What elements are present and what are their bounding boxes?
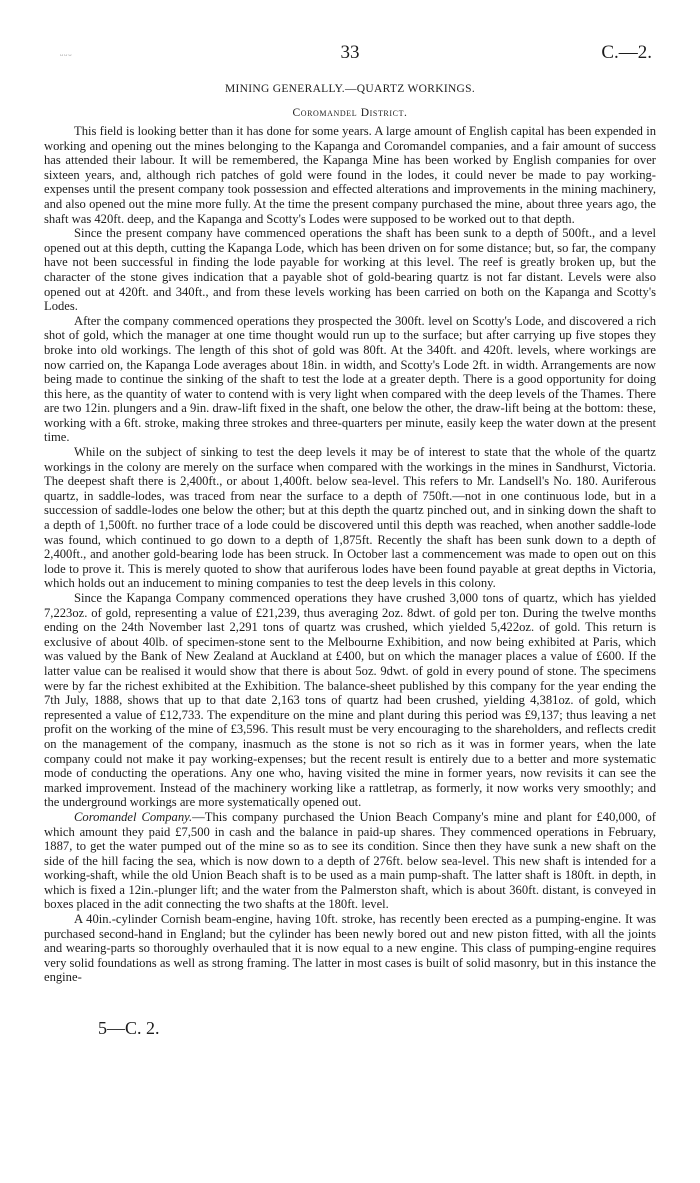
- paragraph-text: Since the present company have commenced operations the shaft has been sunk to a depth of 500ft., and a level opened out at this depth, cutting the Kapanga Lode, which has been driven on for some distance; but, so far, the company have not been successful in finding the lode payable for working at this level. The reef is greatly broken up, but the character of the stone gives indication that a payable shot of gold-bearing quartz is not far distant. Levels were also opened out at 420ft. and 340ft., and from these levels working has been carried on both on the Kapanga and Scotty's Lodes.: [44, 226, 656, 314]
- paragraph-lead: Coromandel Company.: [74, 809, 193, 824]
- paragraph: [44, 445, 656, 591]
- page-number: 33: [340, 42, 360, 63]
- body-text: [44, 124, 656, 985]
- paragraph: [44, 226, 656, 314]
- section-heading: MINING GENERALLY.—QUARTZ WORKINGS.: [224, 83, 476, 95]
- paragraph: [44, 124, 656, 226]
- paragraph: [44, 314, 656, 445]
- paragraph: [44, 912, 656, 985]
- paragraph: [44, 810, 656, 912]
- paragraph-text: While on the subject of sinking to test the deep levels it may be of interest to state that the whole of the quartz workings in the colony are merely on the surface when compared with the workings in the mines in Sandhurst, Victoria. The deepest shaft there is 2,400ft., or about 1,400ft. below sea-level. This refers to Mr. Landsell's No. 180. Auriferous quartz, in saddle-lodes, was traced from near the surface to a depth of 750ft.—not in one continuous lode, but in a succession of saddle-lodes one below the other; but at this depth the quartz pinched out, and in sinking down the shaft to a depth of 1,500ft. no further trace of a lode could be discovered until this depth was reached, when another saddle-lode was found, which continued to go down to a depth of 1,875ft. Recently the shaft has been sunk down to a depth of 2,400ft., and another gold-bearing lode has been struck. In October last a commencement was made to open out on this lode to prove it. This is merely quoted to show that auriferous lodes have been found payable at great depths in Victoria, which holds out an inducement to mining companies to test the deep levels in this colony.: [44, 445, 656, 591]
- paragraph-text: —This company purchased the Union Beach Company's mine and plant for £40,000, of which amount they paid £7,500 in cash and the balance in paid-up shares. They commenced operations in February, 1887, to get the water pumped out of the mine so as to see its condition. Since then they have sunk a new shaft on the side of the hill facing the sea, which is now down to a depth of 276ft. below sea-level. This new shaft is intended for a working-shaft, while the old Union Beach shaft is to be used as a main pump-shaft. The latter shaft is 180ft. in depth, in which is fixed a 12in.-plunger lift; and the water from the Palmerston shaft, which is about 360ft. distant, is conveyed in boxes placed in the adit connecting the two shafts at the 180ft. level.: [44, 809, 656, 912]
- archive-stamp: ᵕᵕᵕ: [60, 50, 73, 62]
- signature-mark: 5—C. 2.: [98, 1018, 160, 1038]
- paragraph-text: Since the Kapanga Company commenced operations they have crushed 3,000 tons of quartz, which has yielded 7,223oz. of gold, representing a value of £21,239, thus averaging 2oz. 8dwt. of gold per ton. During the twelve months ending on the 24th November last 2,291 tons of quartz was crushed, which yielded 5,422oz. of gold. This return is exclusive of about 40lb. of specimen-stone sent to the Melbourne Exhibition, and now being exhibited at Paris, which was valued by the Bank of New Zealand at Auckland at £400, but on which the manager places a value of £600. If the latter value can be realised it would show that there is about 5oz. 9dwt. of gold in every pound of stone. The specimens were by far the richest exhibited at the Exhibition. The balance-sheet published by this company for the year ending the 7th July, 1888, shows that up to that date 2,163 tons of quartz had been crushed, yielding 4,381oz. of gold, which represented a value of £12,733. The expenditure on the mine and plant during this period was £9,137; thus leaving a net profit on the working of the mine of £3,596. This result must be very encouraging to the shareholders, and reflects credit on the management of the company, inasmuch as the stone is not so rich as it was in former years, when the late company could not make it pay working-expenses; but the recent result is entirely due to a better and more systematic mode of conducting the operations. Any one who, having visited the mine in former years, now revisits it can see the marked improvement. Instead of the machinery working like a rattletrap, as formerly, it now works very smoothly; and the underground workings are more systematically opened out.: [44, 591, 656, 810]
- document-reference: C.—2.: [601, 42, 652, 63]
- district-heading: Coromandel District.: [292, 107, 408, 119]
- paragraph: [44, 591, 656, 810]
- paragraph-text: A 40in.-cylinder Cornish beam-engine, having 10ft. stroke, has recently been erected as a pumping-engine. It was purchased second-hand in England; but the cylinder has been newly bored out and new piston fitted, with all the joints and wearing-parts so thoroughly overhauled that it is now equal to a new engine. This class of pumping-engine requires very solid foundations as well as strong framing. The latter in most cases is built of solid masonry, but in this instance the engine-: [44, 912, 656, 985]
- paragraph-text: After the company commenced operations they prospected the 300ft. level on Scotty's Lode, and discovered a rich shot of gold, which the manager at one time thought would run up to the surface; but after carrying up five stopes they broke into old workings. The length of this shot of gold was 80ft. At the 340ft. and 420ft. levels, where workings are now carried on, the Kapanga Lode averages about 18in. in width, and Scotty's Lode 2ft. in width. Arrangements are now being made to continue the sinking of the shaft to test the lode at a greater depth. There is a good opportunity for doing this here, as the quantity of water to contend with is very light when compared with the deep levels of the Thames. There are two 12in. plungers and a 9in. draw-lift fixed in the shaft, one below the other, the draw-lift being at the bottom: these, working with a 6ft. stroke, making three strokes and three-quarters per minute, easily keep the water down at the present time.: [44, 313, 656, 445]
- paragraph-text: This field is looking better than it has done for some years. A large amount of English capital has been expended in working and opening out the mines belonging to the Kapanga and Coromandel companies, and a fair amount of success has attended their labour. It will be remembered, the Kapanga Mine has been worked by English companies for over sixteen years, and, although rich patches of gold were found in the lodes, it could never be made to pay working-expenses until the present company took possession and effected alterations and improvements in the mining machinery, and also opened out the mine more fully. At the time the present company purchased the mine, about three years ago, the shaft was 420ft. deep, and the Kapanga and Scotty's Lodes were supposed to be worked out to that depth.: [44, 124, 656, 226]
